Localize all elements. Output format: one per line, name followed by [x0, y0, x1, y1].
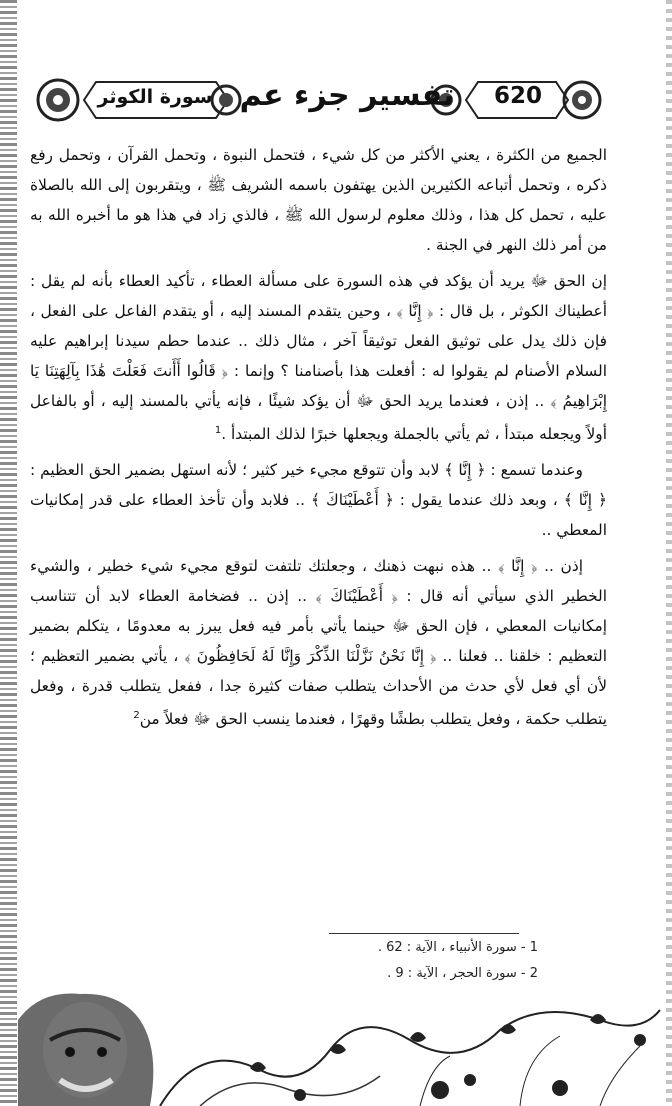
paragraph-with-footnote-2: [30, 551, 607, 734]
body-text: [30, 140, 607, 740]
right-page-edge: [666, 0, 672, 1106]
page-header: [26, 70, 606, 130]
paragraph-text: إن الحق ﷻ يريد أن يؤكد في هذه السورة على مسألة العطاء ، تأكيد العطاء بأنه لم يقل : أعطيناك الكوثر ، بل قال : ﴿ إِنَّا ﴾ ، وحين يتقدم المسند إليه ، أو يتقدم الفاعل على الفعل ، فإن ذلك يدل على توثيق الفعل توثيقاً آخر ، مثال ذلك .. عندما حطم سيدنا إبراهيم عليه السلام الأصنام لم يقولوا له : أفعلت هذا بأصنامنا ؟ وإنما : ﴿ قَالُوا أَأَنتَ فَعَلْتَ هَٰذَا بِآلِهَتِنَا يَا إِبْرَاهِيمُ ﴾ .. إذن ، فعندما يريد الحق ﷻ أن يؤكد شيئًا ، فإنه يأتي بالمسند إليه ، أو بالفاعل أولاً ويجعله مبتدأ ، ثم يأتي بالجملة ويجعلها خبرًا لذلك المبتدأ .: [30, 272, 607, 444]
book-title: تفسير جزء عم: [239, 78, 455, 113]
footnote: 2 - سورة الحجر ، الآية : 9 .: [387, 966, 538, 981]
left-page-border: [0, 0, 17, 1106]
paragraph-with-footnote-1: [30, 266, 607, 449]
footnote-divider: [329, 933, 519, 934]
paragraph-text: إذن .. ﴿ إِنَّا ﴾ .. هذه نبهت ذهنك ، وجعلتك تلتفت لتوقع مجيء شيء خطير ، والشيء الخطير الذي سيأتي أنه قال : ﴿ أَعْطَيْنَاكَ ﴾ .. إذن .. فضخامة العطاء لابد أن تتناسب إمكانيات المعطي ، فإن الحق ﷻ حينما يأتي بأمر فيه فعل يبرز به معدومًا ، يتكلم بضمير التعظيم : خلقنا .. فعلنا .. ﴿ إِنَّا نَحْنُ نَزَّلْنَا الذِّكْرَ وَإِنَّا لَهُ لَحَافِظُونَ ﴾ ، يأتي بضمير التعظيم ؛ لأن أي فعل لأي حدث من الأحداث يتطلب صفات كثيرة جدا ، ففعل يتطلب قدرة ، وفعل يتطلب حكمة ، وفعل يتطلب بطشًا وقهرًا ، فعندما ينسب الحق ﷻ فعلاً من: [30, 557, 607, 729]
page-number: 620: [493, 83, 542, 109]
paragraph: الجميع من الكثرة ، يعني الأكثر من كل شيء ، فتحمل النبوة ، وتحمل القرآن ، وتحمل رفع ذكره ، وتحمل أتباعه الكثيرين الذين يهتفون باسمه الشريف ﷺ ، ويتقربون إلى الله بالصلاة عليه ، تحمل كل هذا ، وذلك معلوم لرسول الله ﷺ ، فالذي زاد في هذا هو ما أخبره الله به من أمر ذلك النهر في الجنة .: [30, 146, 607, 254]
left-ornament-icon: [38, 80, 78, 120]
footnote: 1 - سورة الأنبياء ، الآية : 62 .: [377, 940, 538, 955]
footnote-mark: 2: [133, 710, 140, 722]
footnote-mark: 1: [214, 425, 222, 436]
portrait-illustration-icon: [18, 994, 153, 1106]
far-right-ornament-icon: [564, 82, 600, 118]
floral-decoration-icon: [0, 980, 672, 1106]
surah-name: سورة الكوثر: [97, 86, 213, 108]
paragraph: وعندما تسمع : ﴿ إِنَّا ﴾ لابد وأن تتوقع مجيء خير كثير ؛ لأنه استهل بضمير الحق العظيم : ﴿ إِنَّا ﴾ ، وبعد ذلك عندما يقول : ﴿ أَعْطَيْنَاكَ ﴾ .. فلابد وأن تأخذ العطاء على قدر إمكانيات المعطي ..: [30, 461, 607, 540]
